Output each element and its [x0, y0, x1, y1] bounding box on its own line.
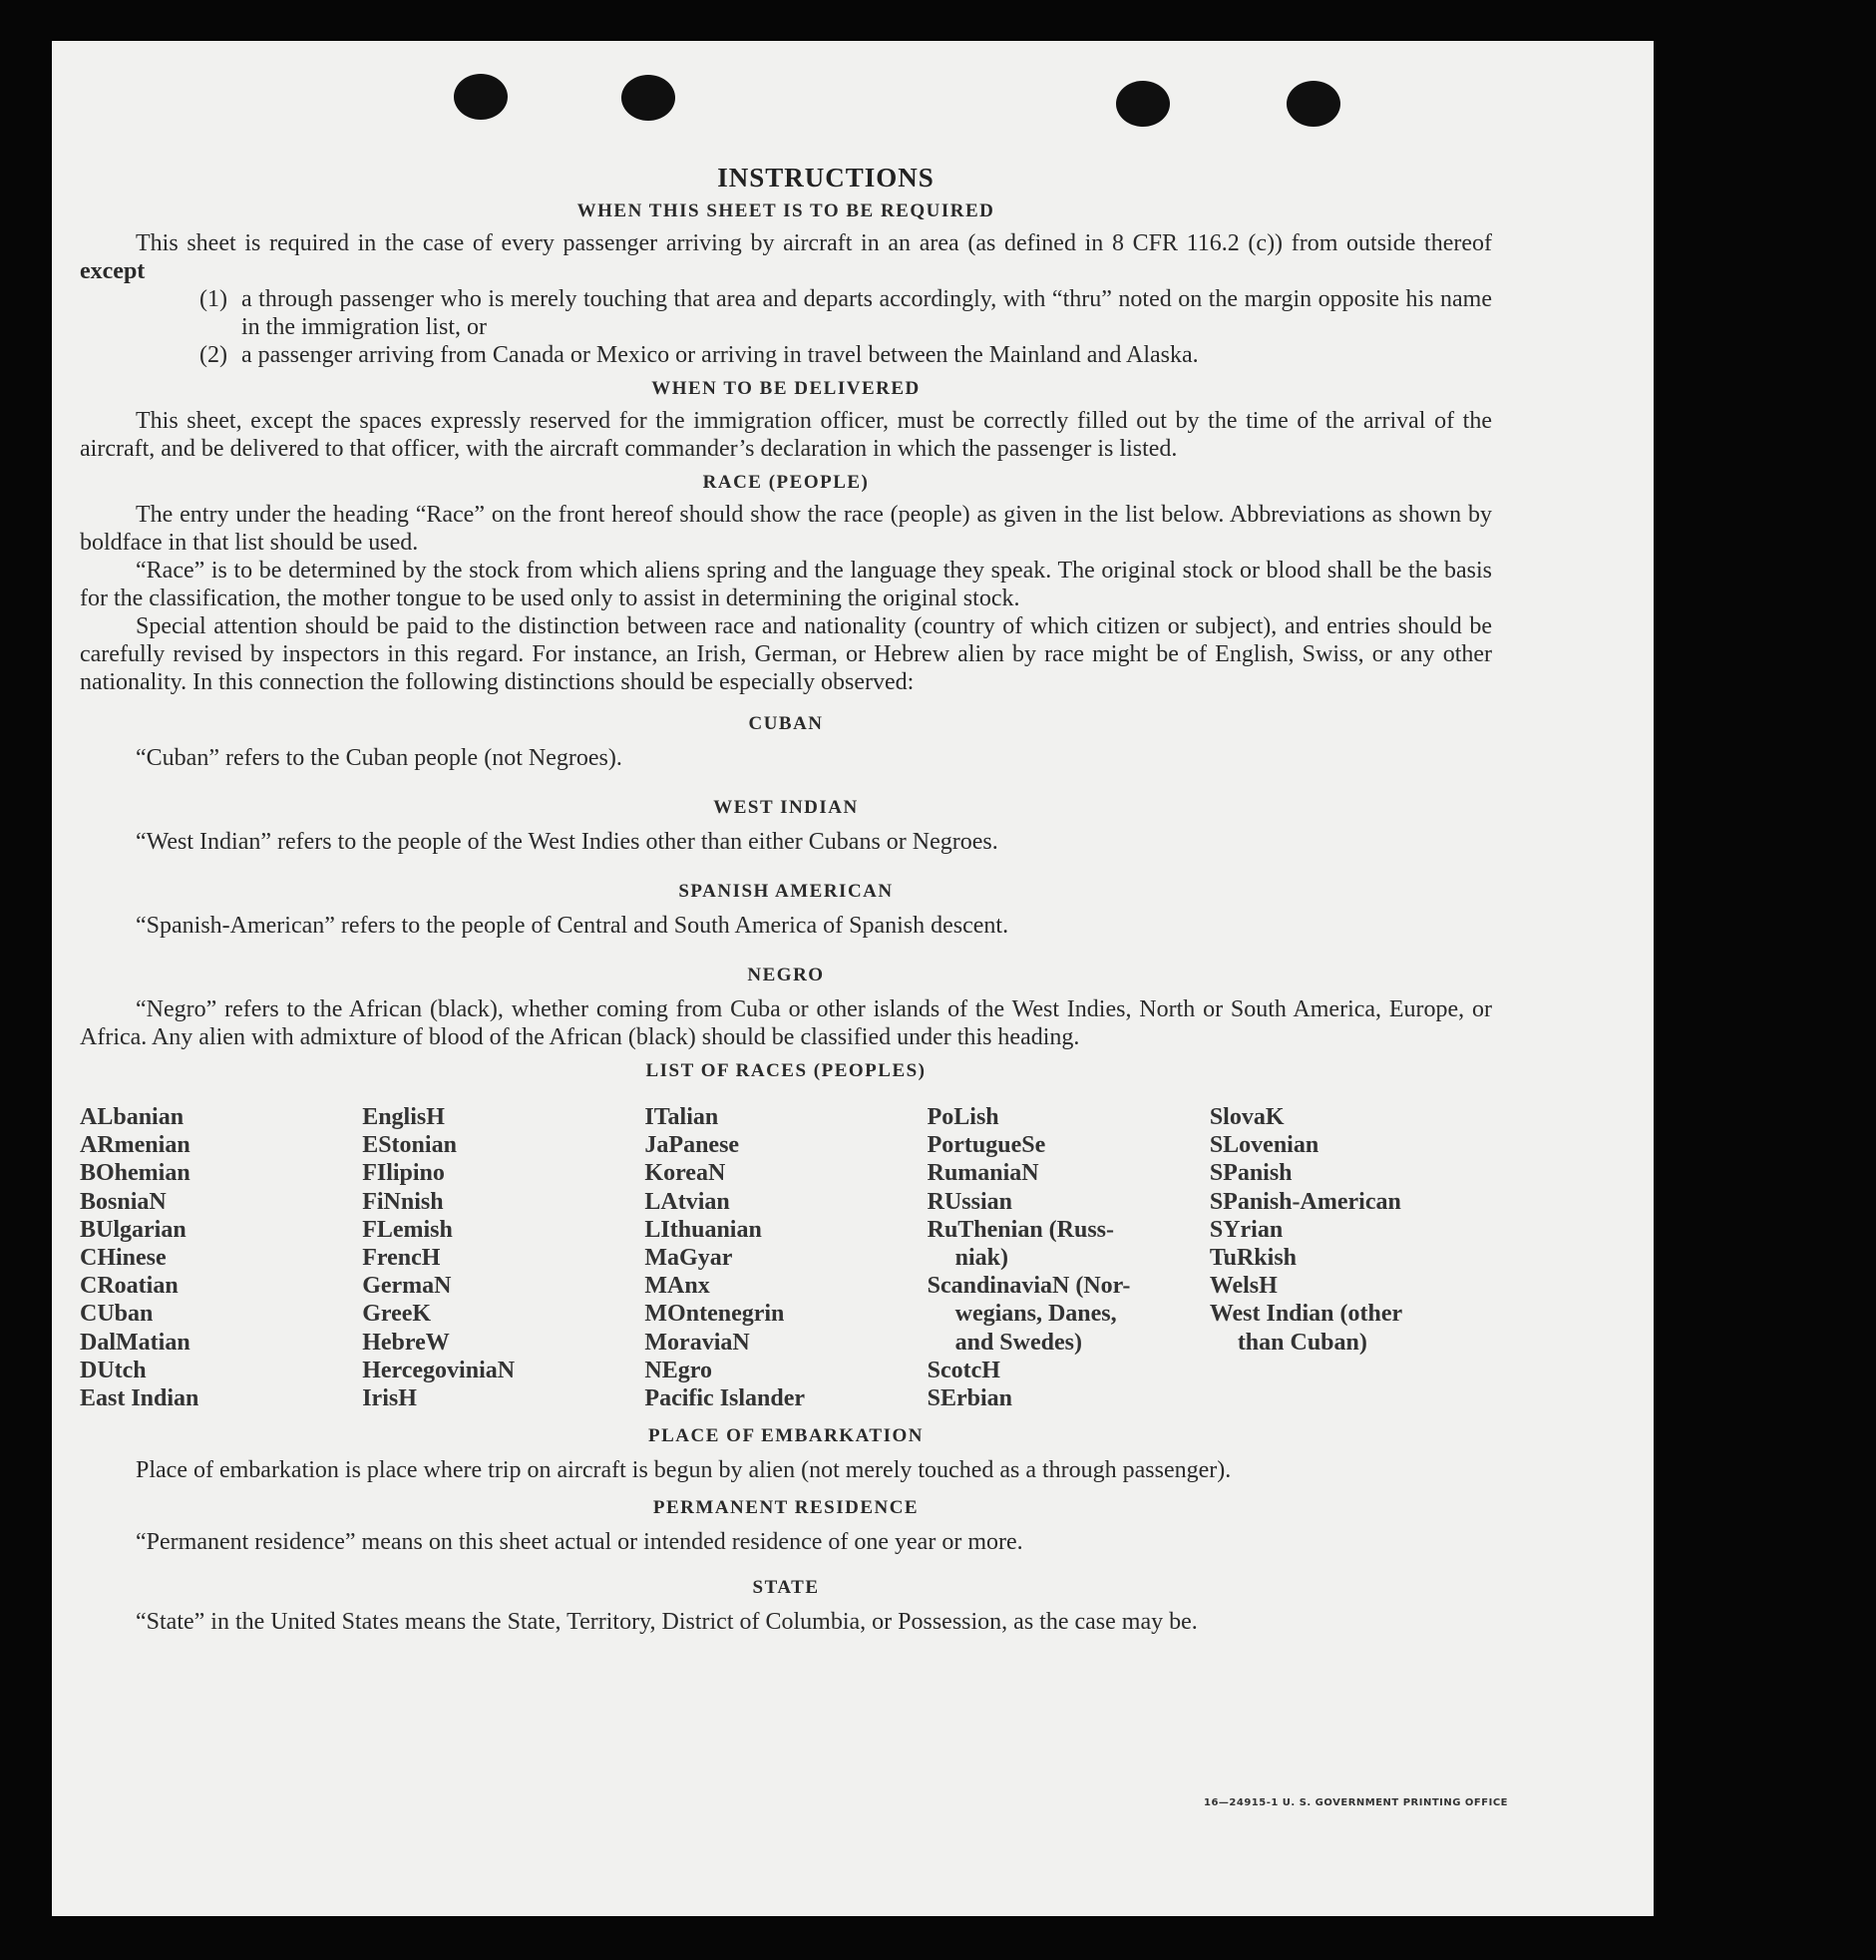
- race-entry: IrisH: [362, 1385, 417, 1412]
- paragraph: Special attention should be paid to the distinction between race and nationality (country of which citizen or subject), and entries should be carefully revised by inspectors in this regard. For instance, an Irish, German, or Hebrew alien by race might be of English, Swiss, or any other nationality. In this connection the following distinctions should be especially observed:: [80, 613, 1492, 695]
- print-code: 16—24915-1 U. S. GOVERNMENT PRINTING OFFICE: [1204, 1797, 1508, 1808]
- paragraph: “Spanish-American” refers to the people of Central and South America of Spanish descent.: [136, 913, 1009, 939]
- race-entry: ALbanian: [80, 1104, 185, 1130]
- paragraph: “State” in the United States means the State, Territory, District of Columbia, or Possession, as the case may be.: [136, 1609, 1198, 1636]
- paragraph: This sheet, except the spaces expressly reserved for the immigration officer, must be correctly filled out by the time of the arrival of the aircraft, and be delivered to that officer, with the aircraft commander’s declaration in which the passenger is listed.: [80, 408, 1492, 462]
- race-entry: HebreW: [362, 1329, 450, 1356]
- race-entry: FrencH: [362, 1245, 441, 1272]
- instructions-content: [80, 164, 1492, 1636]
- race-entry: and Swedes): [954, 1329, 1082, 1356]
- race-entry: NEgro: [644, 1357, 712, 1383]
- section-title: CUBAN: [748, 713, 824, 734]
- race-entry: HercegoviniaN: [362, 1357, 516, 1383]
- paragraph: Place of embarkation is place where trip on aircraft is begun by alien (not merely touched as a through passenger).: [136, 1457, 1232, 1484]
- race-entry: SlovaK: [1209, 1104, 1285, 1130]
- race-entry: SPanish-American: [1209, 1188, 1401, 1215]
- race-entry: CHinese: [80, 1245, 167, 1272]
- section-title: LIST OF RACES (PEOPLES): [645, 1060, 927, 1081]
- race-entry: LAtvian: [644, 1188, 730, 1215]
- race-entry: GreeK: [362, 1301, 432, 1328]
- race-column: [928, 1103, 1210, 1412]
- section-title: PERMANENT RESIDENCE: [652, 1497, 920, 1519]
- section-title: WEST INDIAN: [713, 797, 859, 818]
- race-entry: KoreaN: [644, 1160, 726, 1187]
- race-entry: RUssian: [927, 1188, 1012, 1215]
- race-entry: PortugueSe: [927, 1132, 1046, 1159]
- race-entry: RuThenian (Russ-: [927, 1216, 1115, 1243]
- list-item: (1) a through passenger who is merely touching that area and departs accordingly, with “thru” noted on the margin opposite his name in the immigration list, or: [199, 286, 1492, 340]
- race-column: [644, 1103, 927, 1412]
- race-entry: WelsH: [1209, 1273, 1278, 1300]
- race-entry: CUban: [80, 1301, 154, 1328]
- race-entry: MoraviaN: [644, 1329, 750, 1356]
- punch-hole: [454, 74, 508, 120]
- race-entry: FIlipino: [362, 1160, 445, 1187]
- race-entry: DalMatian: [80, 1329, 190, 1356]
- race-entry: niak): [954, 1245, 1008, 1272]
- paragraph: “Negro” refers to the African (black), whether coming from Cuba or other islands of the West Indies, North or South America, Europe, or Africa. Any alien with admixture of blood of the African (black) should be classified under this heading.: [80, 996, 1492, 1050]
- race-entry: FiNnish: [362, 1188, 444, 1215]
- paragraph: “Permanent residence” means on this sheet actual or intended residence of one year or more.: [136, 1529, 1023, 1556]
- section-title: WHEN THIS SHEET IS TO BE REQUIRED: [576, 200, 995, 221]
- race-entry: LIthuanian: [644, 1216, 762, 1243]
- race-entry: BUlgarian: [80, 1216, 187, 1243]
- race-entry: RumaniaN: [927, 1160, 1039, 1187]
- punch-hole: [1116, 81, 1170, 127]
- race-list: [80, 1103, 1492, 1412]
- race-entry: SPanish: [1209, 1160, 1293, 1187]
- race-entry: SErbian: [927, 1385, 1012, 1412]
- race-entry: ITalian: [644, 1104, 719, 1130]
- race-entry: Pacific Islander: [644, 1385, 806, 1412]
- section-title: STATE: [752, 1577, 820, 1599]
- paragraph: The entry under the heading “Race” on the front hereof should show the race (people) as given in the list below. Abbreviations as shown by boldface in that list should be used.: [80, 502, 1492, 556]
- section-title: RACE (PEOPLE): [702, 472, 870, 493]
- race-entry: FLemish: [362, 1216, 453, 1243]
- race-entry: MOntenegrin: [644, 1301, 785, 1328]
- paragraph: “Cuban” refers to the Cuban people (not Negroes).: [136, 745, 622, 771]
- race-entry: East Indian: [80, 1385, 199, 1412]
- paragraph: “West Indian” refers to the people of the West Indies other than either Cubans or Negroes.: [136, 829, 998, 855]
- race-column: [1210, 1103, 1492, 1412]
- race-column: [362, 1103, 644, 1412]
- race-entry: JaPanese: [644, 1132, 740, 1159]
- race-entry: TuRkish: [1209, 1245, 1297, 1272]
- race-entry: PoLish: [927, 1104, 999, 1130]
- race-entry: CRoatian: [80, 1273, 179, 1300]
- race-entry: BOhemian: [80, 1160, 190, 1187]
- section-title: PLACE OF EMBARKATION: [648, 1425, 924, 1447]
- race-entry: GermaN: [362, 1273, 452, 1300]
- section-title: WHEN TO BE DELIVERED: [651, 378, 921, 399]
- race-entry: ARmenian: [80, 1132, 190, 1159]
- list-item: (2) a passenger arriving from Canada or Mexico or arriving in travel between the Mainland and Alaska.: [199, 342, 1199, 368]
- punch-hole: [621, 75, 675, 121]
- race-column: [80, 1103, 362, 1412]
- race-entry: ScandinaviaN (Nor-: [927, 1273, 1131, 1300]
- race-entry: EStonian: [362, 1132, 457, 1159]
- paragraph: This sheet is required in the case of every passenger arriving by aircraft in an area (as defined in 8 CFR 116.2 (c)) from outside thereof except: [80, 230, 1492, 284]
- race-entry: EnglisH: [362, 1104, 445, 1130]
- document-sheet: [52, 41, 1654, 1916]
- section-title: SPANISH AMERICAN: [678, 881, 894, 902]
- race-entry: wegians, Danes,: [954, 1301, 1117, 1328]
- race-entry: BosniaN: [80, 1188, 167, 1215]
- race-entry: MAnx: [644, 1273, 710, 1300]
- race-entry: ScotcH: [927, 1357, 1000, 1383]
- race-entry: than Cuban): [1237, 1329, 1367, 1356]
- page-title: INSTRUCTIONS: [717, 163, 935, 193]
- paragraph: “Race” is to be determined by the stock from which aliens spring and the language they speak. The original stock or blood shall be the basis for the classification, the mother tongue to be used only to assist in determining the original stock.: [80, 558, 1492, 611]
- race-entry: DUtch: [80, 1357, 147, 1383]
- race-entry: MaGyar: [644, 1245, 733, 1272]
- punch-hole: [1287, 81, 1340, 127]
- section-title: NEGRO: [747, 965, 825, 985]
- race-entry: SLovenian: [1209, 1132, 1319, 1159]
- race-entry: SYrian: [1209, 1216, 1284, 1243]
- race-entry: West Indian (other: [1209, 1301, 1403, 1328]
